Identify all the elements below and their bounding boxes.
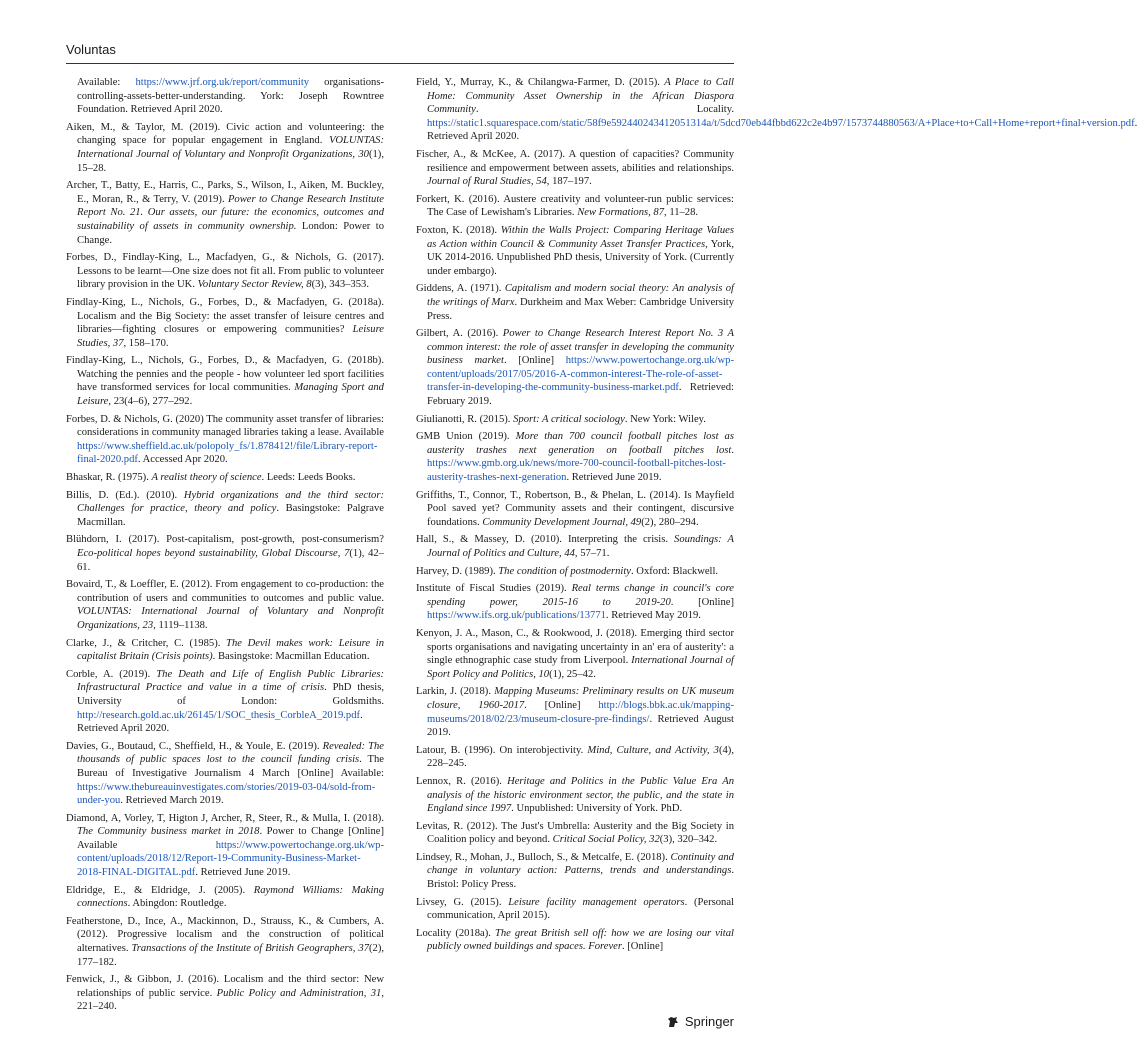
publisher-logo bbox=[666, 1014, 734, 1029]
reference-title: A Place to Call Home: Community Asset Ownership in the African Diaspora Community bbox=[427, 77, 734, 116]
reference-text: . [Online] bbox=[503, 355, 566, 367]
reference-title: The Devil makes work: Leisure in capitalist Britain (Crisis points) bbox=[77, 637, 384, 663]
reference-title: Mind, Culture, and Activity, 3 bbox=[587, 744, 719, 756]
reference-text: (1), 15–28. bbox=[77, 148, 384, 174]
reference-text: Gilbert, A. (2016). bbox=[416, 328, 503, 340]
reference-title: Critical Social Policy, 32 bbox=[552, 834, 660, 846]
reference-title: A realist theory of science bbox=[151, 472, 262, 484]
reference-entry bbox=[416, 148, 734, 189]
reference-text: Lindsey, R., Mohan, J., Bulloch, S., & Metcalfe, E. (2018). bbox=[416, 851, 671, 863]
reference-link[interactable]: https://www.gmb.org.uk/news/more-700-council-football-pitches-lost-austerity-trashes-next-generation bbox=[427, 458, 726, 484]
reference-text: . [Online] bbox=[621, 941, 664, 953]
reference-text: (1), 42–61. bbox=[77, 548, 384, 573]
reference-title: Transactions of the Institute of British Geographers, 37 bbox=[131, 943, 369, 955]
reference-text: Larkin, J. (2018). bbox=[416, 686, 495, 698]
reference-text: Featherstone, D., Ince, A., Mackinnon, D., Strauss, K., & Cumbers, A. (2012). Progressive localism and the construction of political alternatives. bbox=[66, 915, 384, 955]
reference-text: . Unpublished: University of York. PhD. bbox=[511, 803, 683, 815]
reference-title: Journal of Rural Studies, 54 bbox=[427, 176, 547, 188]
reference-text: Livsey, G. (2015). bbox=[416, 896, 509, 908]
reference-entry bbox=[416, 927, 734, 954]
reference-entry bbox=[66, 578, 384, 632]
reference-text: , 23(4–6), 277–292. bbox=[108, 396, 193, 408]
journal-name: Voluntas bbox=[66, 42, 116, 57]
reference-text: Billis, D. (Ed.). (2010). bbox=[66, 489, 184, 501]
reference-entry bbox=[416, 224, 734, 278]
reference-link[interactable]: https://static1.squarespace.com/static/58f9e592440243412051314a/t/5dcd70eb44fbbd622c2e4b97/1573744880563/A+Place+to+Call+Home+report+final+version.pdf bbox=[427, 117, 1135, 129]
publisher-name: Springer bbox=[684, 1014, 734, 1029]
reference-text: Giulianotti, R. (2015). bbox=[416, 413, 514, 425]
reference-text: . Abingdon: Routledge. bbox=[127, 898, 227, 910]
reference-title: Sport: A critical sociology bbox=[513, 413, 625, 425]
reference-title: Public Policy and Administration, 31 bbox=[216, 987, 382, 999]
reference-title: Power to Change Research Institute Report No. 21. Our assets, our future: the economics, outcomes and sustainability of assets in community ownership. bbox=[77, 193, 384, 232]
reference-text: Blühdorn, I. (2017). Post-capitalism, post-growth, post-consumerism? bbox=[66, 534, 384, 546]
reference-entry bbox=[66, 884, 384, 911]
reference-title: The Death and Life of English Public Libraries: Infrastructural Practice and value in a time of crisis bbox=[77, 668, 384, 694]
reference-text: (3), 320–342. bbox=[659, 834, 718, 846]
reference-text: . Locality. bbox=[475, 104, 734, 116]
reference-entry bbox=[416, 533, 734, 560]
references-left-column bbox=[66, 76, 384, 1018]
reference-entry bbox=[66, 121, 384, 175]
reference-text: . Retrieved April 2020. bbox=[77, 709, 363, 735]
reference-entry bbox=[66, 973, 384, 1014]
reference-text: . (Personal communication, April 2015). bbox=[427, 896, 734, 922]
header-rule bbox=[66, 63, 734, 64]
reference-entry bbox=[66, 668, 384, 736]
reference-text: Eldridge, E., & Eldridge, J. (2005). bbox=[66, 884, 254, 896]
reference-title: More than 700 council football pitches lost as austerity trashes next generation on football pitches lost bbox=[427, 431, 734, 456]
references-right-column bbox=[416, 76, 1135, 958]
reference-text: Locality (2018a). bbox=[416, 927, 495, 939]
reference-entry bbox=[416, 565, 734, 579]
reference-link[interactable]: http://research.gold.ac.uk/26145/1/SOC_thesis_CorbleA_2019.pdf bbox=[77, 709, 361, 721]
reference-text: . Basingstoke: Macmillan Education. bbox=[212, 651, 370, 663]
reference-text: (2), 177–182. bbox=[77, 943, 385, 968]
reference-text: Findlay-King, L., Nichols, G., Forbes, D., & Macfadyen, G. (2018a). Localism and the Big Society: the asset transfer of leisure centres and libraries—fighting closures or empowering communities? bbox=[66, 296, 384, 336]
reference-link[interactable]: https://www.thebureauinvestigates.com/stories/2019-03-04/sold-from-under-you bbox=[77, 781, 376, 807]
reference-text: . Leeds: Leeds Books. bbox=[261, 472, 356, 484]
reference-text: Davies, G., Boutaud, C., Sheffield, H., & Youle, E. (2019). bbox=[66, 740, 323, 752]
reference-title: Power to Change Research Interest Report No. 3 A common interest: the role of asset transfer in developing the community business market bbox=[427, 328, 735, 367]
reference-text: Field, Y., Murray, K., & Chilangwa-Farmer, D. (2015). bbox=[416, 77, 665, 88]
reference-text: . [Online] bbox=[670, 596, 734, 608]
reference-text: . Bristol: Policy Press. bbox=[427, 865, 734, 891]
reference-entry bbox=[416, 430, 734, 484]
reference-text: . New York: Wiley. bbox=[624, 413, 706, 425]
reference-entry bbox=[66, 354, 384, 408]
reference-entry bbox=[66, 637, 384, 664]
reference-link[interactable]: https://www.jrf.org.uk/report/community bbox=[135, 77, 310, 88]
reference-link[interactable]: http://blogs.bbk.ac.uk/mapping-museums/2018/02/23/museum-closure-pre-findings/ bbox=[427, 699, 734, 725]
reference-entry bbox=[66, 471, 384, 485]
reference-text: London: Power to Change. bbox=[77, 220, 385, 246]
reference-text: . Accessed Apr 2020. bbox=[137, 454, 228, 466]
reference-text: Aiken, M., & Taylor, M. (2019). Civic action and volunteering: the changing space for popular engagement in England. bbox=[66, 121, 384, 147]
reference-title: The Community business market in 2018 bbox=[77, 826, 260, 838]
reference-entry bbox=[66, 76, 384, 117]
reference-text: , 1119–1138. bbox=[153, 619, 208, 631]
reference-text: . Retrieved March 2019. bbox=[120, 795, 224, 807]
reference-entry bbox=[416, 582, 734, 623]
reference-text: Giddens, A. (1971). bbox=[416, 283, 505, 295]
reference-title: VOLUNTAS: International Journal of Voluntary and Nonprofit Organizations, 23 bbox=[77, 606, 384, 631]
reference-link[interactable]: https://www.ifs.org.uk/publications/13771 bbox=[427, 610, 606, 622]
reference-title: Community Development Journal, 49 bbox=[482, 516, 642, 528]
reference-text: Fischer, A., & McKee, A. (2017). A question of capacities? Community resilience and empowerment between assets, abilities and relationships. bbox=[416, 148, 734, 174]
reference-entry bbox=[66, 740, 384, 808]
reference-text: . Power to Change [Online] Available bbox=[77, 826, 384, 851]
reference-title: Real terms change in council's core spending power, 2015-16 to 2019-20 bbox=[427, 583, 734, 608]
reference-text: (4), 228–245. bbox=[427, 744, 734, 770]
reference-title: The condition of postmodernity bbox=[498, 565, 631, 577]
reference-entry bbox=[66, 296, 384, 350]
reference-text: Bhaskar, R. (1975). bbox=[66, 472, 152, 484]
reference-title: Mapping Museums: Preliminary results on UK museum closure, 1960-2017 bbox=[427, 686, 734, 711]
reference-title: Within the Walls Project: Comparing Heritage Values as Action within Council & Community Asset Transfer Practices bbox=[427, 224, 734, 250]
reference-title: VOLUNTAS: International Journal of Voluntary and Nonprofit Organizations, 30 bbox=[77, 135, 384, 160]
reference-title: Capitalism and modern social theory: An analysis of the writings of Marx bbox=[427, 283, 734, 308]
reference-text: (3), 343–353. bbox=[311, 279, 369, 291]
reference-text: Bovaird, T., & Loeffler, E. (2012). From engagement to co-production: the contribution of users and communities to outcomes and public value. bbox=[66, 579, 384, 604]
reference-text: . Retrieved June 2019. bbox=[195, 867, 291, 879]
reference-text: . Retrieved May 2019. bbox=[605, 610, 701, 622]
reference-text: Latour, B. (1996). On interobjectivity. bbox=[416, 744, 588, 756]
reference-text: Retrieved April 2020. bbox=[427, 131, 520, 143]
reference-entry bbox=[416, 744, 734, 771]
reference-text: , 187–197. bbox=[546, 176, 592, 188]
reference-text: , 11–28. bbox=[664, 207, 699, 219]
reference-link[interactable]: https://www.powertochange.org.uk/wp-content/uploads/2017/05/2016-A-common-interest-The-role-of-asset-transfer-in-developing-the-community-business-market.pdf bbox=[427, 355, 734, 394]
reference-text: Findlay-King, L., Nichols, G., Forbes, D., & Macfadyen, G. (2018b). Watching the pennies and the people - how volunteer led sport facilities have transformed services for local communities. bbox=[66, 355, 384, 394]
reference-text: Institute of Fiscal Studies (2019). bbox=[416, 583, 572, 595]
reference-entry bbox=[416, 896, 734, 923]
reference-entry bbox=[416, 851, 734, 892]
reference-title: Managing Sport and Leisure bbox=[77, 382, 384, 408]
reference-entry bbox=[66, 251, 384, 292]
reference-text: . The Bureau of Investigative Journalism 4 March [Online] Available: bbox=[77, 754, 384, 779]
reference-entry bbox=[416, 775, 734, 816]
reference-entry bbox=[416, 489, 734, 530]
reference-title: International Journal of Sport Policy and Politics, 10 bbox=[427, 655, 734, 680]
reference-text: Fenwick, J., & Gibbon, J. (2016). Localism and the third sector: New relationships of public service. bbox=[66, 974, 384, 999]
reference-link[interactable]: https://www.powertochange.org.uk/wp-content/uploads/2018/12/Report-19-Community-Business-Market-2018-FINAL-DIGITAL.pdf bbox=[77, 839, 384, 879]
reference-link[interactable]: https://www.sheffield.ac.uk/polopoly_fs/1.878412!/file/Library-report-final-2020.pdf bbox=[77, 440, 378, 466]
reference-text: Clarke, J., & Critcher, C. (1985). bbox=[66, 637, 227, 649]
reference-title: Heritage and Politics in the Public Value Era An analysis of the historic environment sector, the public, and the state in England since 1997 bbox=[427, 775, 734, 815]
reference-entry bbox=[416, 627, 734, 681]
reference-entry bbox=[416, 193, 734, 220]
reference-text: organisations-controlling-assets-better-understanding. York: Joseph Rowntree Foundation. Retrieved April 2020. bbox=[77, 77, 384, 116]
reference-title: Leisure facility management operators bbox=[508, 896, 685, 908]
reference-text: . Basingstoke: Palgrave Macmillan. bbox=[77, 503, 384, 528]
reference-text: Hall, S., & Massey, D. (2010). Interpreting the crisis. bbox=[416, 534, 675, 546]
reference-entry bbox=[66, 533, 384, 574]
reference-text: Levitas, R. (2012). The Just's Umbrella: Austerity and the Big Society in Coalition policy and beyond. bbox=[416, 820, 734, 846]
reference-title: Eco-political hopes beyond sustainability, Global Discourse, 7 bbox=[77, 548, 350, 559]
reference-entry bbox=[416, 327, 734, 409]
reference-text: Corble, A. (2019). bbox=[66, 668, 157, 680]
reference-entry bbox=[66, 489, 384, 530]
reference-text: Foxton, K. (2018). bbox=[416, 224, 501, 236]
reference-entry bbox=[416, 685, 734, 739]
reference-entry bbox=[66, 179, 384, 247]
reference-text: (2), 280–294. bbox=[641, 516, 699, 528]
reference-text: Forbes, D. & Nichols, G. (2020) The community asset transfer of libraries: considerations in community managed libraries taking a lease. Available bbox=[66, 413, 384, 439]
reference-text: , 158–170. bbox=[123, 337, 169, 349]
reference-text: Forbes, D., Findlay-King, L., Macfadyen, G., & Nichols, G. (2017). Lessons to be learnt—One size does not fit all. From public to volunteer library provision in the UK. bbox=[66, 252, 384, 291]
reference-entry bbox=[66, 413, 384, 467]
reference-entry bbox=[416, 76, 1135, 144]
reference-text: GMB Union (2019). bbox=[416, 431, 516, 443]
reference-text: . Retrieved August 2019. bbox=[427, 713, 734, 739]
reference-text: Harvey, D. (1989). bbox=[416, 565, 499, 577]
reference-entry bbox=[416, 282, 734, 323]
reference-title: Revealed: The thousands of public spaces lost to the council funding crisis bbox=[77, 740, 384, 766]
reference-title: The great British sell off: how we are losing our vital publicly owned buildings and spaces. Forever bbox=[427, 927, 734, 953]
reference-entry bbox=[416, 413, 734, 427]
reference-title: Soundings: A Journal of Politics and Culture, 44 bbox=[427, 534, 734, 559]
reference-text: . Oxford: Blackwell. bbox=[631, 565, 719, 577]
reference-entry bbox=[416, 820, 734, 847]
reference-text: Archer, T., Batty, E., Harris, C., Parks, S., Wilson, I., Aiken, M. Buckley, E., Moran, R., & Terry, V. (2019). bbox=[66, 180, 384, 205]
reference-text: . Durkheim and Max Weber: Cambridge University Press. bbox=[427, 296, 734, 322]
reference-title: Hybrid organizations and the third sector: Challenges for practice, theory and policy bbox=[77, 489, 384, 515]
reference-text: Available: bbox=[77, 77, 136, 88]
reference-entry bbox=[66, 915, 384, 969]
reference-title: Continuity and change in voluntary action: Patterns, trends and understandings bbox=[427, 851, 734, 877]
reference-text: Griffiths, T., Connor, T., Robertson, B., & Phelan, L. (2014). Is Mayfield Pool saved yet? Community assets and their contingent, discursive foundations. bbox=[416, 489, 734, 528]
reference-title: Voluntary Sector Review, 8 bbox=[197, 279, 312, 291]
reference-text: . bbox=[731, 444, 734, 456]
reference-text: . Retrieved June 2019. bbox=[566, 472, 662, 484]
reference-text: Kenyon, J. A., Mason, C., & Rookwood, J. (2018). Emerging third sector sports organisations and navigating uncertainty in an' era of austerity': a single ethnographic case study from Liverpool. bbox=[416, 627, 734, 667]
reference-text: Forkert, K. (2016). Austere creativity and volunteer-run public services: The Case of Lewisham's Libraries. bbox=[416, 193, 734, 219]
springer-horse-icon bbox=[666, 1015, 680, 1029]
reference-entry bbox=[66, 812, 384, 880]
reference-text: . Retrieved: February 2019. bbox=[427, 382, 734, 408]
reference-title: Leisure Studies, 37 bbox=[77, 324, 384, 349]
reference-title: New Formations, 87 bbox=[577, 207, 665, 219]
reference-text: , 57–71. bbox=[574, 548, 610, 559]
reference-text: . [Online] bbox=[524, 699, 599, 711]
reference-title: Raymond Williams: Making connections bbox=[77, 884, 384, 910]
reference-text: Diamond, A, Vorley, T, Higton J, Archer, R, Steer, R., & Mulla, I. (2018). bbox=[66, 812, 384, 824]
reference-text: Lennox, R. (2016). bbox=[416, 775, 508, 787]
reference-text: (1), 25–42. bbox=[549, 668, 596, 680]
reference-text: , 221–240. bbox=[77, 987, 384, 1013]
reference-text: , York, UK 2014-2016. Unpublished PhD thesis, University of York. (Currently under embargo). bbox=[427, 238, 735, 277]
reference-text: . PhD thesis, University of London: Goldsmiths. bbox=[77, 682, 384, 707]
